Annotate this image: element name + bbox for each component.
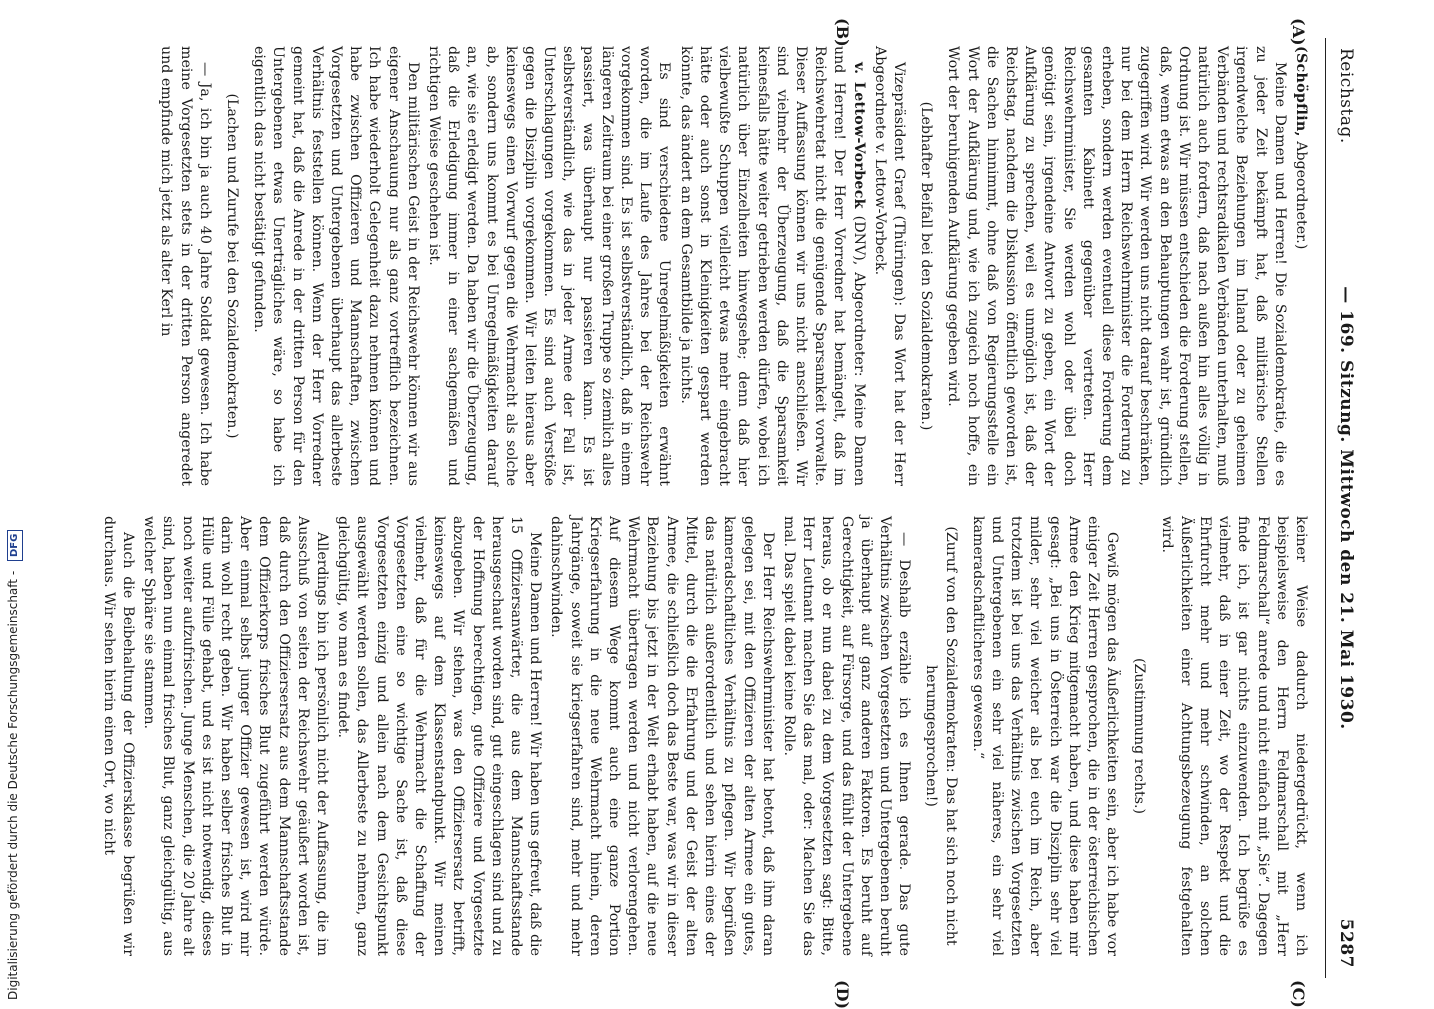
paragraph xyxy=(779,516,913,956)
paragraph-text: Gewiß mögen das Äußerlichkeiten sein, aber ich habe vor einiger Zeit Herren gesprochen, die in der österreichischen Armee den Krieg mitgemacht haben, und diese haben mir gesagt: „Bei uns in Österreich war die Disziplin sehr viel milder, sehr viel weicher als bei euch im Reich, aber trotzdem ist bei uns das Verhältnis zwischen Vorgesetzten und Untergebenen ein sehr viel näheres, ein sehr viel kameradschaftlicheres gewesen.“ xyxy=(969,516,1121,956)
digitization-footer xyxy=(2,533,24,1000)
paragraph-text: Meine Damen und Herren! Wir haben uns gefreut, daß die 15 Offiziersanwärter, die aus dem Mannschaftsstande herausgeschaut worden sind, gut eingeschlagen sind und zu der Hoffnung berechtigen, gute Offiziere und Vorgesetzte abzugeben. Wir stehen, was den Offiziersersatz betrifft, keineswegs auf dem Klassenstandpunkt. Wir meinen vielmehr, daß für die Wehrmacht die Schaffung der Vorgesetzten eine so wichtige Sache ist, daß diese Vorgesetzten einzig und allein nach dem Gesichtspunkt ausgewählt werden sollen, das Allerbeste zu nehmen, ganz gleichgültig, wo man es findet. xyxy=(335,516,544,956)
paragraph xyxy=(1291,46,1310,486)
paragraph-text: (DNV), Abgeordneter: Meine Damen und Herren! Der Herr Vorredner hat bemängelt, daß im Reichswehretat nicht die genügende Sparsamkeit vorwalte. Dieser Auffassung können wir uns nicht anschließen. Wir sind vielmehr der Überzeugung, daß die Sparsamkeit keinesfalls hätte weiter getrieben werden dürfen, wobei ich natürlich über Einzelheiten hinwegsehe; denn daß hier vielbewußte Schuppen vielleicht etwas mehr eingebracht hätte oder auch sonst in Kleinigkeiten gespart werden könnte, das ändert an dem Gesamtbilde ja nichts. xyxy=(677,46,867,487)
right-column xyxy=(100,516,1310,956)
paragraph-text: — Deshalb erzähle ich es Ihnen gerade. Das gute Verhältnis zwischen Vorgesetzten und Untergebenen beruht ja überhaupt auf ganz anderen Faktoren. Es beruht auf Gerechtigkeit, auf Fürsorge, und das fühlt der Untergebene heraus, ob er nun dabei zu dem Vorgesetzten sagt: Bitte, Herr Leutnant machen Sie das mal, oder: Machen Sie das mal. Das spielt dabei keine Rolle. xyxy=(780,516,913,956)
paragraph-text: Meine Damen und Herren! Die Sozialdemokratie, die es zu jeder Zeit bekämpft hat, daß militärische Stellen irgendwelche Beziehungen im Inland oder zu geheimen Verbänden und rechtsradikalen Verbänden unterhalten, muß natürlich auch fordern, daß nach außen hin alles völlig in Ordnung ist. Wir müssen entschieden die Forderung stellen, daß, wenn etwas an den Behauptungen wahr ist, gründlich zugegriffen wird. Wir werden uns nicht darauf beschränken, nur bei dem Herrn Reichswehrminister die Forderung zu erheben, sondern werden eventuell diese Forderung dem gesamten Kabinett gegenüber vertreten. Herr Reichswehrminister, Sie werden wohl oder übel doch genötigt sein, irgendeine Antwort zu geben, ein Wort der Aufklärung zu sprechen, weil es unmöglich ist, daß der Reichstag, nachdem die Diskussion öffentlich geworden ist, die Sachen hinnimmt, ohne daß von Regierungsstelle ein Wort der Aufklärung und, wie ich zugeich noch hoffe, ein Wort der beruhigenden Aufklärung gegeben wird. xyxy=(945,46,1288,486)
paragraph xyxy=(968,516,1122,956)
page-header xyxy=(1328,48,1360,968)
margin-letter-c: (C) xyxy=(1289,980,1308,1008)
paragraph xyxy=(249,46,422,486)
header-rule xyxy=(1325,38,1326,978)
paragraph xyxy=(99,516,137,956)
paragraph xyxy=(333,516,544,956)
stage-direction xyxy=(1129,516,1148,956)
margin-letter-b: (B) xyxy=(833,18,852,47)
paragraph-text: Allerdings bin ich persönlich nicht der Auffassung, die im Ausschuß von seiten der Reichswehr geäußert worden ist, daß durch den Offiziersersatz aus dem Mannschaftsstande dem Offizierkorps frisches Blut zugeführt werden würde. Aber einmal selbst junger Offizier gewesen ist, wird mir darin wohl recht geben. Wir haben selber frisches Blut in Hülle und Fülle gehabt, und es ist nicht notwendig, dieses noch weiter aufzufrischen. Junge Menschen, die 20 Jahre alt sind, haben nun einmal frisches Blut, ganz gleichgültig, aus welcher Sphäre sie stammen. xyxy=(141,516,331,956)
page-number: 5287 xyxy=(1336,918,1356,968)
stage-direction xyxy=(916,46,935,486)
paragraph-text: Auch die Beibehaltung der Offiziersklasse begrüßen wir durchaus. Wir sehen hierin einen Ort, wo nicht xyxy=(100,516,137,956)
dfg-logo: DFG xyxy=(7,530,23,561)
margin-letter-d: (D) xyxy=(833,980,852,1009)
paragraph-text: — Ja, ich bin ja auch 40 Jahre Soldat gewesen. Ich habe meine Vorgesetzten stets in der dritten Person angeredet und empfinde mich jetzt als alter Kerl in xyxy=(158,46,213,486)
left-column xyxy=(160,46,1310,486)
document-page xyxy=(100,8,1372,1009)
paragraph-text: Den militärischen Geist in der Reichswehr können wir aus eigener Anschauung nur als ganz vortrefflich bezeichnen. Ich habe wiederholt Gelegenheit dazu nehmen können und habe zwischen Offizieren und Mannschaften, zwischen Vorgesetzten und Untergebenen überhaupt das allerbeste Verhältnis feststellen können. Wenn der Herr Vorredner gemeint hat, daß die Anrede in der dritten Person für den Untergebenen etwas Unerträgliches wäre, so habe ich eigentlich das nicht bestätigt gefunden. xyxy=(251,46,421,486)
paragraph xyxy=(1156,516,1310,956)
header-chamber: Reichstag. xyxy=(1336,48,1356,144)
paragraph-text: Abgeordneter.) xyxy=(1293,136,1309,250)
paragraph xyxy=(870,46,908,486)
margin-letter-a: (A) xyxy=(1289,18,1308,46)
paragraph xyxy=(424,46,674,486)
stage-direction xyxy=(222,46,241,486)
paragraph-text: Es sind verschiedene Unregelmäßigkeiten erwähnt worden, die im Laufe des Jahres bei der Reichswehr vorgekommen sind. Es ist selbstverständlich, daß in einem längeren Zeitraum bei einer großen Truppe so ziemlich alles passiert, was überhaupt nur passieren kann. Es ist selbstverständlich, wie das in jeder Armee der Fall ist, Unterschlagungen vorgekommen. Es sind auch Verstöße gegen die Disziplin vorgekommen. Wir leiten hieraus aber keineswegs einen Vorwurf gegen die Wehrmacht als solche ab, sondern uns kommt es bei Unregelmäßigkeiten darauf an, wie sie erledigt werden. Da haben wir die Überzeugung, daß die Erledigung immer in einer sachgemäßen und richtigen Weise geschehen ist. xyxy=(426,46,673,486)
footer-text: Digitalisierung gefördert durch die Deutsche Forschungsgemeinschaft - xyxy=(6,570,20,1000)
paragraph-text: (Lebhafter Beifall bei den Sozialdemokraten.) xyxy=(918,101,935,431)
paragraph xyxy=(156,46,214,486)
stage-direction xyxy=(921,516,959,956)
paragraph-text: Vizepräsident Graef (Thüringen): Das Wort hat der Herr Abgeordnete v. Lettow-Vorbeck. xyxy=(871,46,907,486)
paragraph-text: (Zuruf von den Sozialdemokraten: Das hat sich noch nicht herumgesprochen!) xyxy=(923,526,959,946)
paragraph-text: Der Herr Reichswehrminister hat betont, daß ihm daran gelegen sei, mit den Offizieren der alten Armee ein gutes, kameradschaftliches Verhältnis zu pflegen. Wir begrüßen das natürlich außerordentlich und sehen hierin eines der Mittel, durch die die Erfahrung und der Geist der alten Armee, die schließlich doch das Beste war, was wir in dieser Beziehung bis jetzt in der Welt erhabt haben, auf die neue Wehrmacht übertragen werden und nicht verlorengehen. Auf diesem Wege kommt auch eine ganze Portion Kriegserfahrung in die neue Wehrmacht hinein, deren Jahrgänge, soweit sie kriegserfahren sind, mehr und mehr dahinschwinden. xyxy=(548,516,776,956)
speaker-name: (Schöpflin, xyxy=(1293,46,1309,137)
paragraph-text: keiner Weise dadurch niedergedrückt, wenn ich beispielsweise den Herrn Feldmarschall mit „Herr Feldmarschall“ anrede und nicht einfach mit „Sie“. Dagegen finde ich, ist gar nichts einzuwenden. Ich begrüße es vielmehr, daß in einer Zeit, wo der Respekt und die Ehrfurcht mehr und mehr schwinden, an solchen Äußerlichkeiten einer Achtungsbezeugung festgehalten wird. xyxy=(1158,516,1309,956)
paragraph-text: (Zustimmung rechts.) xyxy=(1131,657,1148,815)
header-session-date xyxy=(1336,48,1356,968)
header-date: Mittwoch den 21. Mai 1930. xyxy=(1336,449,1356,730)
paragraph xyxy=(139,516,331,956)
paragraph xyxy=(676,46,868,486)
paragraph xyxy=(546,516,776,956)
paragraph-text: (Lachen und Zurufe bei den Sozialdemokraten.) xyxy=(224,93,241,439)
speaker-name: v. Lettow-Vorbeck xyxy=(850,62,867,209)
header-session: — 169. Sitzung. xyxy=(1336,286,1356,443)
paragraph xyxy=(943,46,1289,486)
